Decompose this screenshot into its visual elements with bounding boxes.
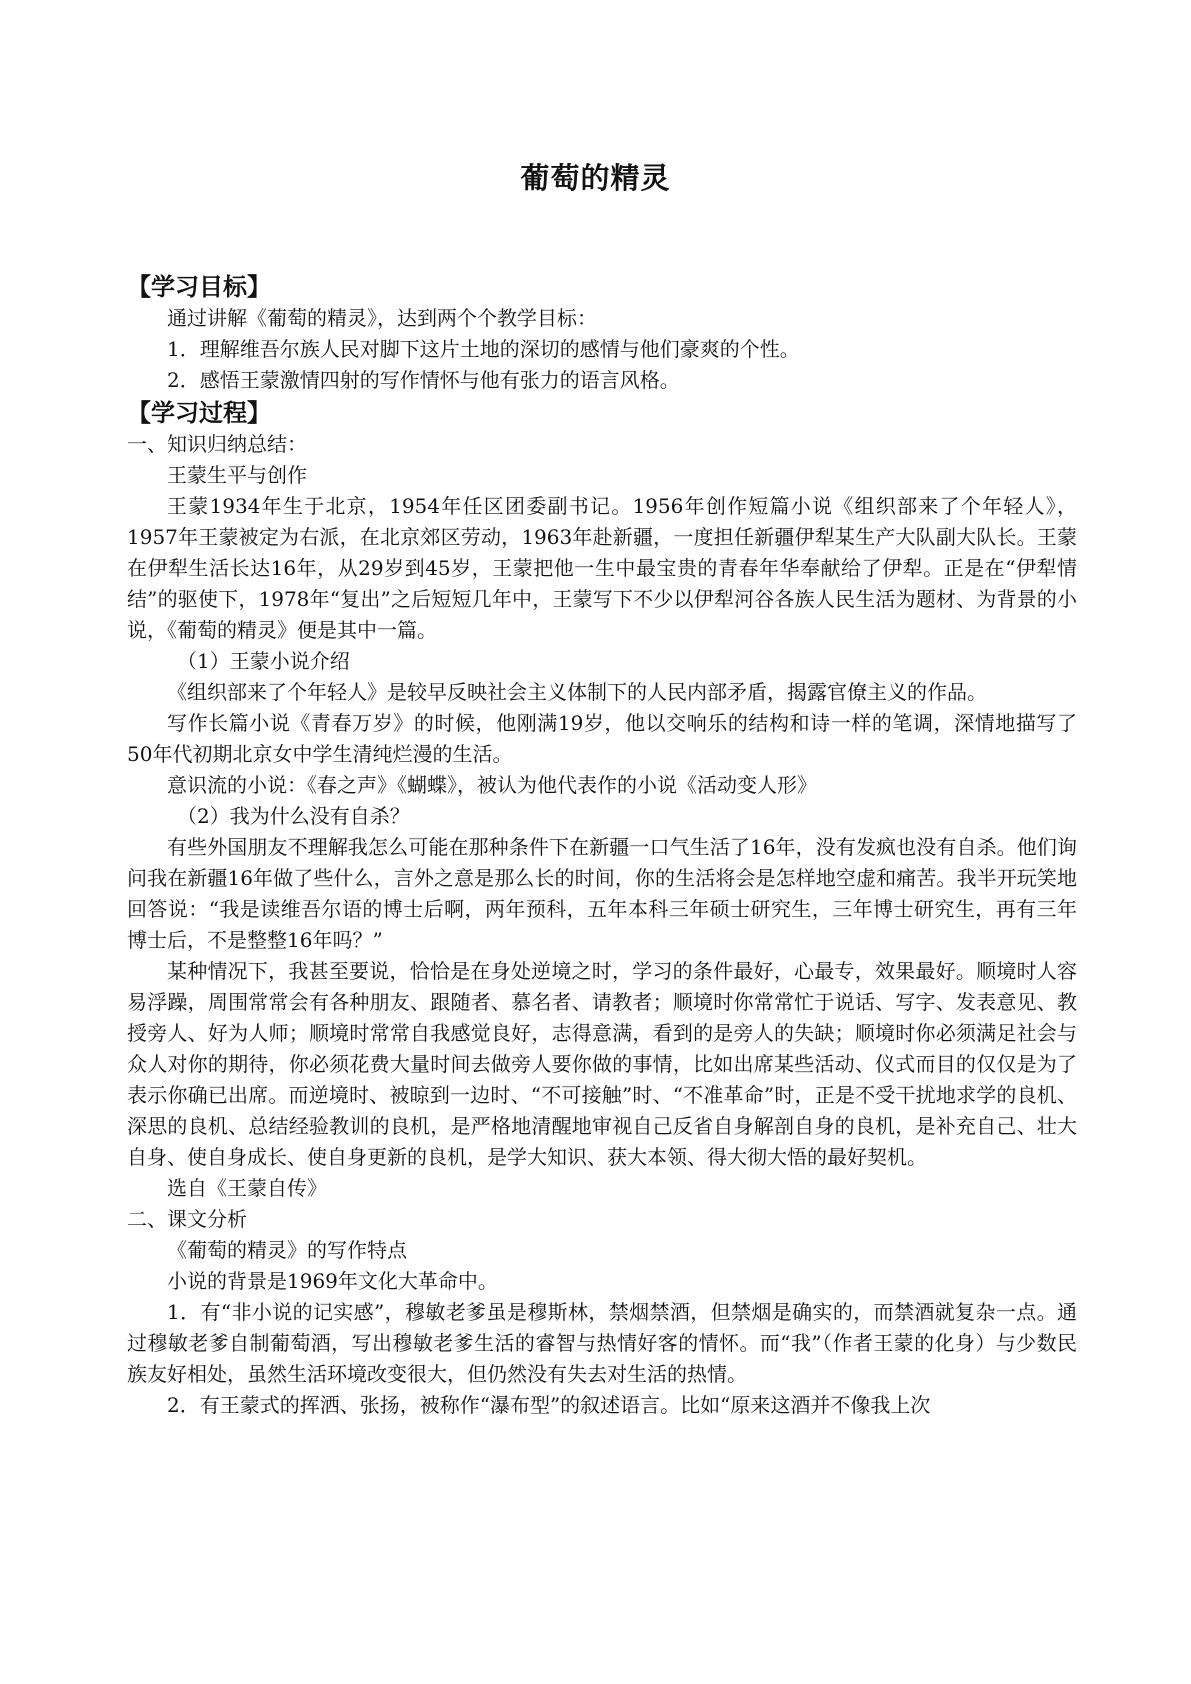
paragraph-feature-2: 2．有王蒙式的挥洒、张扬，被称作“瀑布型”的叙述语言。比如“原来这酒并不像我上次 [167,1393,931,1417]
paragraph-feature-1: 1．有“非小说的记实感”，穆敏老爹虽是穆斯林，禁烟禁酒，但禁烟是确实的，而禁酒就复杂一点。通过穆敏老爹自制葡萄酒，写出穆敏老爹生活的睿智与热情好客的情怀。而“我”（作者王蒙的化身）与少数民族友好相处，虽然生活环境改变很大，但仍然没有失去对生活的热情。 [127,1300,1077,1386]
subheading-features: 《葡萄的精灵》的写作特点 [167,1238,407,1262]
paragraph-novel-2: 写作长篇小说《青春万岁》的时候，他刚满19岁，他以交响乐的结构和诗一样的笔调，深情地描写了50年代初期北京女中学生清纯烂漫的生活。 [127,711,1077,766]
document-body [127,270,1077,1421]
subheading-life-works: 王蒙生平与创作 [167,463,307,487]
source-note: 选自《王蒙自传》 [167,1176,327,1200]
section-heading-process: 【学习过程】 [127,398,271,427]
paragraph-xinjiang-2: 某种情况下，我甚至要说，恰恰是在身处逆境之时，学习的条件最好，心最专，效果最好。顺境时人容易浮躁，周围常常会有各种朋友、跟随者、慕名者、请教者；顺境时你常常忙于说话、写字、发表意见、教授旁人、好为人师；顺境时常常自我感觉良好，志得意满，看到的是旁人的失缺；顺境时你必须满足社会与众人对你的期待，你必须花费大量时间去做旁人要你做的事情，比如出席某些活动、仪式而目的仅仅是为了表示你确已出席。而逆境时、被晾到一边时、“不可接触”时、“不准革命”时，正是不受干扰地求学的良机、深思的良机、总结经验教训的良机，是严格地清醒地审视自己反省自身解剖自身的良机，是补充自己、壮大自身、使自身成长、使自身更新的良机，是学大知识、获大本领、得大彻大悟的最好契机。 [127,959,1077,1169]
part-heading-knowledge: 一、知识归纳总结： [127,432,307,456]
paragraph-background: 小说的背景是1969年文化大革命中。 [167,1269,498,1293]
goal-item-2: 2．感悟王蒙激情四射的写作情怀与他有张力的语言风格。 [167,368,680,392]
document-title: 葡萄的精灵 [520,161,671,195]
section-heading-goals: 【学习目标】 [127,272,271,301]
goals-intro: 通过讲解《葡萄的精灵》，达到两个个教学目标： [167,306,597,330]
paragraph-novel-1: 《组织部来了个年轻人》是较早反映社会主义体制下的人民内部矛盾，揭露官僚主义的作品。 [167,680,987,704]
subheading-novels-intro: （1）王蒙小说介绍 [177,649,350,673]
goal-item-1: 1．理解维吾尔族人民对脚下这片土地的深切的感情与他们豪爽的个性。 [167,337,800,361]
paragraph-novel-3: 意识流的小说：《春之声》《蝴蝶》，被认为他代表作的小说《活动变人形》 [167,773,817,797]
paragraph-xinjiang-1: 有些外国朋友不理解我怎么可能在那种条件下在新疆一口气生活了16年，没有发疯也没有自杀。他们询问我在新疆16年做了些什么，言外之意是那么长的时间，你的生活将会是怎样地空虚和痛苦。我半开玩笑地回答说：“我是读维吾尔语的博士后啊，两年预科，五年本科三年硕士研究生，三年博士研究生，再有三年博士后，不是整整16年吗？” [127,835,1077,952]
paragraph-biography: 王蒙1934年生于北京，1954年任区团委副书记。1956年创作短篇小说《组织部来了个年轻人》，1957年王蒙被定为右派，在北京郊区劳动，1963年赴新疆，一度担任新疆伊犁某生产大队副大队长。王蒙在伊犁生活长达16年，从29岁到45岁，王蒙把他一生中最宝贵的青春年华奉献给了伊犁。正是在“伊犁情结”的驱使下，1978年“复出”之后短短几年中，王蒙写下不少以伊犁河谷各族人民生活为题材、为背景的小说，《葡萄的精灵》便是其中一篇。 [127,494,1077,642]
subheading-why-not-suicide: （2）我为什么没有自杀？ [177,804,410,828]
part-heading-analysis: 二、课文分析 [127,1207,247,1231]
